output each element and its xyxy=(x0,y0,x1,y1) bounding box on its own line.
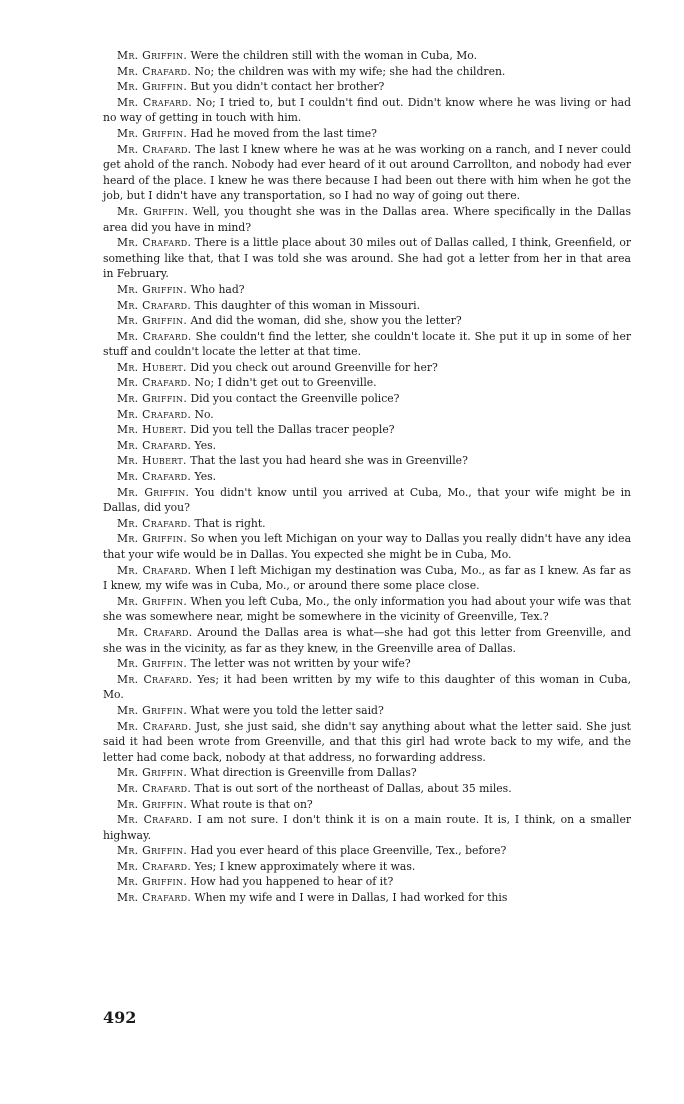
speaker-name: Mr. Crafard. xyxy=(117,298,192,312)
speaker-text: No. xyxy=(194,407,214,421)
speaker-name: Mr. Griffin. xyxy=(117,80,188,94)
speaker-text: Did you contact the Greenville police? xyxy=(190,392,400,406)
page-number: 492 xyxy=(103,1008,137,1027)
speaker-text: What route is that on? xyxy=(190,797,313,811)
speaker-name: Mr. Crafard. xyxy=(117,64,192,78)
speaker-name: Mr. Crafard. xyxy=(117,142,192,156)
speaker-text: Just, she just said, she didn't say anything about what the letter said. She just said it had been wrote from Greenville, and that this girl had wrote back to my wife, and the letter had come back, nobody at that address, no forwarding address. xyxy=(103,719,632,764)
testimony-paragraph xyxy=(103,391,631,407)
speaker-name: Mr. Crafard. xyxy=(117,516,192,530)
testimony-paragraph xyxy=(103,282,631,298)
speaker-text: How had you happened to hear of it? xyxy=(190,875,394,889)
speaker-text: So when you left Michigan on your way to Dallas you really didn't have any idea that your wife would be in Dallas. You expected she might be in Cuba, Mo. xyxy=(103,532,632,561)
testimony-paragraph xyxy=(103,672,631,703)
speaker-text: Did you tell the Dallas tracer people? xyxy=(190,423,395,437)
testimony-paragraph xyxy=(103,142,631,204)
testimony-paragraph xyxy=(103,703,631,719)
speaker-name: Mr. Crafard. xyxy=(117,329,192,343)
testimony-paragraph xyxy=(103,765,631,781)
speaker-text: No; I didn't get out to Greenville. xyxy=(194,376,377,390)
speaker-name: Mr. Griffin. xyxy=(117,797,188,811)
speaker-name: Mr. Hubert. xyxy=(117,454,187,468)
speaker-text: Yes; I knew approximately where it was. xyxy=(194,859,416,873)
speaker-name: Mr. Crafard. xyxy=(117,719,192,733)
speaker-name: Mr. Crafard. xyxy=(117,625,193,639)
testimony-paragraph xyxy=(103,375,631,391)
speaker-name: Mr. Crafard. xyxy=(117,470,192,484)
speaker-text: No; the children was with my wife; she had the children. xyxy=(194,64,506,78)
speaker-name: Mr. Griffin. xyxy=(117,844,188,858)
testimony-paragraph xyxy=(103,531,631,562)
speaker-name: Mr. Crafard. xyxy=(117,376,192,390)
speaker-text: Yes. xyxy=(194,438,217,452)
speaker-name: Mr. Griffin. xyxy=(117,485,190,499)
speaker-text: Who had? xyxy=(190,282,245,296)
testimony-paragraph xyxy=(103,625,631,656)
speaker-name: Mr. Griffin. xyxy=(117,314,188,328)
speaker-name: Mr. Griffin. xyxy=(117,204,189,218)
speaker-text: The letter was not written by your wife? xyxy=(190,657,411,671)
testimony-paragraph xyxy=(103,407,631,423)
testimony-paragraph xyxy=(103,594,631,625)
testimony-paragraph xyxy=(103,298,631,314)
speaker-text: Had you ever heard of this place Greenville, Tex., before? xyxy=(190,844,507,858)
speaker-name: Mr. Griffin. xyxy=(117,126,188,140)
speaker-name: Mr. Crafard. xyxy=(117,672,193,686)
speaker-text: But you didn't contact her brother? xyxy=(190,80,385,94)
speaker-text: Yes. xyxy=(194,470,217,484)
speaker-text: What direction is Greenville from Dallas? xyxy=(190,766,417,780)
speaker-name: Mr. Crafard. xyxy=(117,438,192,452)
speaker-text: And did the woman, did she, show you the letter? xyxy=(190,314,462,328)
speaker-name: Mr. Griffin. xyxy=(117,766,188,780)
testimony-paragraph xyxy=(103,719,631,766)
testimony-paragraph xyxy=(103,797,631,813)
speaker-text: Around the Dallas area is what—she had got this letter from Greenville, and she was in the vicinity, as far as they knew, in the Greenville area of Dallas. xyxy=(103,625,631,655)
testimony-paragraph xyxy=(103,48,631,64)
testimony-paragraph xyxy=(103,360,631,376)
testimony-paragraph xyxy=(103,485,631,516)
speaker-name: Mr. Griffin. xyxy=(117,532,188,546)
speaker-name: Mr. Griffin. xyxy=(117,49,188,62)
testimony-paragraph xyxy=(103,95,631,126)
testimony-paragraph xyxy=(103,313,631,329)
speaker-text: This daughter of this woman in Missouri. xyxy=(194,298,420,312)
testimony-paragraph xyxy=(103,204,631,235)
testimony-paragraph xyxy=(103,469,631,485)
speaker-text: When you left Cuba, Mo., the only information you had about your wife was that she was somewhere near, might be somewhere in the vicinity of Greenville, Tex.? xyxy=(103,594,632,624)
speaker-name: Mr. Griffin. xyxy=(117,657,188,671)
testimony-paragraph xyxy=(103,235,631,282)
testimony-paragraph xyxy=(103,843,631,859)
speaker-name: Mr. Crafard. xyxy=(117,859,192,873)
testimony-paragraph xyxy=(103,781,631,797)
testimony-paragraph xyxy=(103,516,631,532)
testimony-paragraph xyxy=(103,656,631,672)
speaker-text: I am not sure. I don't think it is on a main route. It is, I think, on a smaller highway. xyxy=(103,813,631,842)
speaker-name: Mr. Crafard. xyxy=(117,95,192,109)
speaker-name: Mr. Crafard. xyxy=(117,563,192,577)
speaker-name: Mr. Griffin. xyxy=(117,875,188,889)
speaker-text: Yes; it had been written by my wife to this daughter of this woman in Cuba, Mo. xyxy=(103,672,632,702)
testimony-paragraph xyxy=(103,64,631,80)
testimony-paragraph xyxy=(103,812,631,843)
speaker-text: Well, you thought she was in the Dallas area. Where specifically in the Dallas area did you have in mind? xyxy=(103,204,631,234)
speaker-text: Were the children still with the woman in Cuba, Mo. xyxy=(190,49,478,62)
speaker-text: The last I knew where he was at he was working on a ranch, and I never could get ahold of the ranch. Nobody had ever heard of it out around Carrollton, and nobody had ever heard of the place. I knew he was there because I had been out there with him when he got the job, but I didn't have any transportation, so I had no way of going out there. xyxy=(103,142,632,203)
speaker-text: Had he moved from the last time? xyxy=(190,126,377,140)
speaker-name: Mr. Crafard. xyxy=(117,236,192,250)
speaker-text: That is right. xyxy=(194,516,266,530)
speaker-text: When my wife and I were in Dallas, I had worked for this xyxy=(194,891,508,905)
speaker-text: That the last you had heard she was in Greenville? xyxy=(190,454,468,468)
testimony-paragraph xyxy=(103,126,631,142)
testimony-paragraph xyxy=(103,874,631,890)
speaker-text: That is out sort of the northeast of Dallas, about 35 miles. xyxy=(194,781,512,795)
testimony-paragraph xyxy=(103,438,631,454)
speaker-text: You didn't know until you arrived at Cuba, Mo., that your wife might be in Dallas, did you? xyxy=(103,485,631,515)
testimony-paragraph xyxy=(103,329,631,360)
speaker-text: When I left Michigan my destination was Cuba, Mo., as far as I knew. As far as I knew, my wife was in Cuba, Mo., or around there some place close. xyxy=(103,563,631,593)
speaker-name: Mr. Hubert. xyxy=(117,360,187,374)
testimony-paragraph xyxy=(103,859,631,875)
testimony-paragraph xyxy=(103,422,631,438)
testimony-paragraph xyxy=(103,890,631,906)
speaker-name: Mr. Griffin. xyxy=(117,282,188,296)
speaker-name: Mr. Griffin. xyxy=(117,594,188,608)
speaker-text: Did you check out around Greenville for her? xyxy=(190,360,438,374)
speaker-text: She couldn't find the letter, she couldn't locate it. She put it up in some of her stuff and couldn't locate the letter at that time. xyxy=(103,329,632,359)
speaker-name: Mr. Crafard. xyxy=(117,781,192,795)
testimony-paragraph xyxy=(103,453,631,469)
speaker-text: What were you told the letter said? xyxy=(190,703,384,717)
speaker-text: There is a little place about 30 miles out of Dallas called, I think, Greenfield, or something like that, that I was told she was around. She had got a letter from her in that area in February. xyxy=(103,236,631,281)
testimony-paragraph xyxy=(103,563,631,594)
speaker-name: Mr. Crafard. xyxy=(117,813,193,827)
testimony-paragraph xyxy=(103,79,631,95)
speaker-name: Mr. Hubert. xyxy=(117,423,187,437)
speaker-text: No; I tried to, but I couldn't find out. Didn't know where he was living or had no way of getting in touch with him. xyxy=(103,95,632,125)
testimony-text xyxy=(103,48,631,906)
speaker-name: Mr. Crafard. xyxy=(117,407,192,421)
speaker-name: Mr. Griffin. xyxy=(117,392,188,406)
speaker-name: Mr. Griffin. xyxy=(117,703,188,717)
speaker-name: Mr. Crafard. xyxy=(117,891,192,905)
